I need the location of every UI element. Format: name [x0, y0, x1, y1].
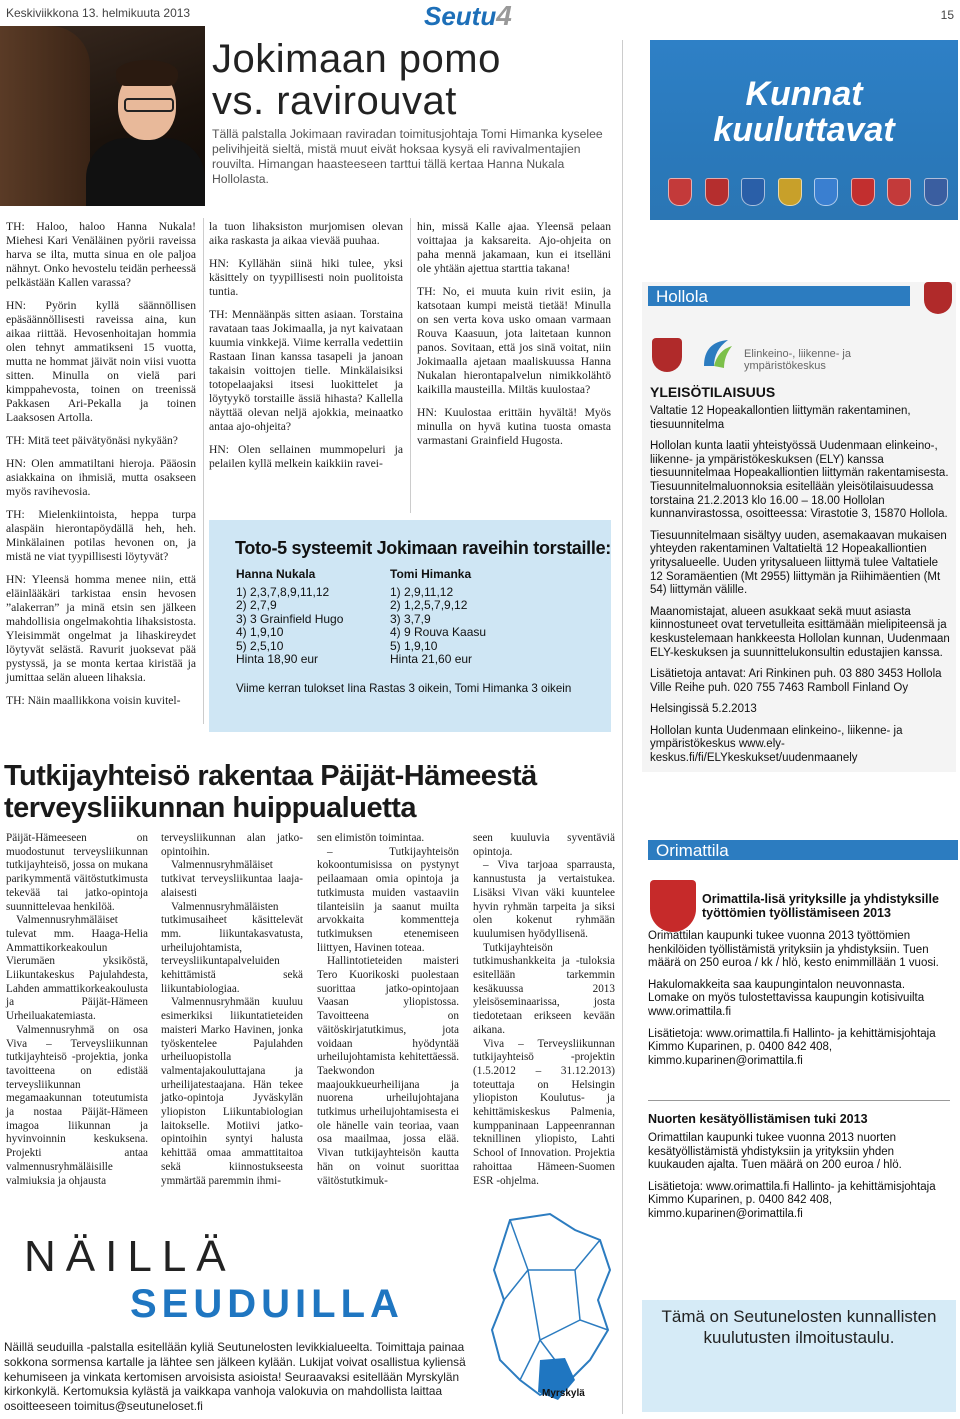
- story-headline-2: Tutkijayhteisö rakentaa Päijät-Hämeestä terveysliikunnan huippualuetta: [4, 760, 537, 824]
- toto-row: 2) 2,7,9: [236, 598, 277, 612]
- paragraph: TH: Mielenkiintoista, heppa turpa alaspäin hierontapöydällä heh, heh. Minkälainen potilas hevonen on, ja mistä ne viat tyypillisesti löytyvät?: [6, 508, 196, 563]
- paragraph: Maanomistajat, alueen asukkaat sekä muut asiasta kiinnostuneet ovat tervetulleita esittämään mielipiteensä ja keskustelemaan hankkeesta Hollolan kunnan, Uudenmaan ELY-keskuksen ja suunnittelukonsultin edustajien kanssa.: [650, 605, 950, 659]
- paragraph: Valtatie 12 Hopeakallontien liittymän rakentaminen, tiesuunnitelma: [650, 405, 911, 431]
- hair-shape: [116, 60, 178, 86]
- toto-row: 1) 2,3,7,8,9,11,12: [236, 584, 330, 599]
- paragraph: TH: Mennäänpäs sitten asiaan. Torstaina ravataan taas Jokimaalla, ja nyt kaivataan kuumia vinkkejä. Viime kerralla vedettiin Rastaan Iinan kanssa tasapeli ja janoan takaisin voittojen tielle. Minkälaisiksi totopelaajaksi itsesi luokittelet ja löytyykö torstaille ässiä hihasta? Kallella näyttää olevan neljä ajokkia, meinaatko antaa ajo-ohjeita?: [209, 308, 403, 433]
- paragraph: Tiesuunnitelmaan sisältyy uuden, asemakaavan mukaisen yhteyden rakentaminen Valtatieltä 12 Hopeakalliontien yritysalueelle. Uuden yritysalueen liittymä tulee Valtatiele 12 Soramäentien (Mt 2955) liittymän ja Riihimäentien (Mt 54) liittymän välille.: [650, 529, 947, 597]
- toto-column-nukala: [236, 568, 343, 667]
- map-label-myrskyla: Myrskylä: [542, 1388, 585, 1399]
- tutkija-column-2: [161, 832, 303, 1188]
- story-headline: [212, 38, 501, 122]
- toto-row: 4) 1,9,10: [236, 625, 284, 639]
- paragraph: Orimattilan kaupunki tukee vuonna 2013 nuorten kesätyöllistämistä yhdistyksiin ja yrityksiin yhden kuukauden ajalta. Tuen määrä on 200 euroa / hlö.: [648, 1132, 902, 1172]
- subheading: Valmennusryhmäläiset tutkivat terveysliikuntaa laaja-alaisesti: [161, 859, 303, 899]
- toto-row: 3) 3,7,9: [390, 611, 431, 626]
- paragraph: Viva – Terveysliikunnan tutkijayhteisö -projektin (1.5.2012 – 31.12.2013) toteuttaja on Helsingin yliopiston Koulutus- ja kehittämiskeskus Palmenia, kumppaninaan Lappeenrannan teknillinen yliopisto, Lahti School of Innovation. Projektia rahoittaa Hämeen-Suomen ESR -ohjelma.: [473, 1037, 615, 1187]
- toto-systems-box: [209, 520, 611, 732]
- crest-icon: [851, 178, 875, 206]
- horse-shape: [0, 26, 90, 206]
- orimattila-heading-1: Orimattila-lisä yrityksille ja yhdistyksille työttömien työllistämiseen 2013: [702, 892, 939, 920]
- crest-icon: [741, 178, 765, 206]
- municipality-crests: [668, 178, 948, 206]
- toto-player-name: Tomi Himanka: [390, 567, 472, 581]
- toto-row: 4) 9 Rouva Kaasu: [390, 625, 487, 639]
- kunnat-title-line-1: Kunnat: [745, 75, 863, 113]
- promo-text: Tämä on Seutunelosten kunnallisten kuulutusten ilmoitustaulu.: [661, 1307, 937, 1347]
- section-title-naella: NÄILLÄ: [24, 1232, 236, 1281]
- toto-row: 2) 1,2,5,7,9,12: [390, 598, 468, 612]
- story-intro: Tällä palstalla Jokimaan raviradan toimitusjohtaja Tomi Himanka kyselee pelivihjeitä sieltä, mistä muut eivät hoksaa kysyä eli ravivalmentajien rouvilta. Himangan haasteeseen tarttui tällä kertaa Hanna Nukala Hollolasta.: [212, 127, 603, 186]
- headline-line-1: Jokimaan pomo: [212, 37, 501, 81]
- toto-previous-results: Viime kerran tulokset Iina Rastas 3 oikein, Tomi Himanka 3 oikein: [236, 682, 572, 695]
- paragraph: Päijät-Hämeeseen on muodostunut terveysliikunnan tutkijayhteisö, jossa on mukana parikymmentä väitöstutkimusta tekevää tai jatko-opintoja suunnittelevaa henkilöä.: [6, 832, 148, 913]
- paragraph: Hallintotieteiden maisteri Tero Kuorikoski puolestaan suorittaa jatko-opintojaan Vaasan yliopistossa. Tavoitteena on väitöskirjatutkimus, jota voidaan hyödyntää urheilujohtamista kehitettäessä. Taekwondon maajoukkueurheilijana ja nuorena urheilujohtajana tutkimus urheilujohtamisesta ei ole hänelle vain teoriaa, vaan osa maailmaa, jossa elää. Vivan tutkijayhteisön kautta hän on voinut suorittaa väitöstutkimuk-: [317, 955, 459, 1187]
- paragraph: HN: Kyllähän siinä hiki tulee, yksi käsittely on tyypillisesti noin puolitoista tuntia.: [209, 257, 403, 298]
- page-number: 15: [940, 8, 954, 22]
- paragraph: Helsingissä 5.2.2013: [650, 703, 757, 716]
- paragraph: Valmennusryhmäläiset tulevat mm. Haaga-Helia Ammattikorkeakoulun Vierumäen yksiköstä, Liikuntakeskus Pajulahdesta, Lahden ammattikorkeakoulusta ja Päijät-Hämeen Urheiluakatemiasta.: [6, 914, 148, 1023]
- paragraph: TH: Näin maallikkona voisin kuvitel-: [6, 694, 181, 707]
- orimattila-body-2: [648, 1132, 948, 1230]
- interview-column-3: [417, 220, 611, 457]
- column-divider: [410, 218, 411, 513]
- notice-heading: YLEISÖTILAISUUS: [650, 384, 776, 400]
- section-title-seuduilla: SEUDUILLA: [130, 1282, 404, 1326]
- crest-icon: [924, 178, 948, 206]
- paragraph: Lisätietoja antavat: Ari Rinkinen puh. 03 880 3453 Hollola Ville Reihe puh. 020 755 7463 Ramboll Finland Oy: [650, 668, 942, 694]
- orimattila-crest-icon: [650, 880, 696, 932]
- crest-icon: [887, 178, 911, 206]
- paragraph: TH: No, ei muuta kuin rivit esiin, ja katsotaan kumpi meistä tietää! Minulla on sen verta kova usko omaan varmaan Rouva Kaasuun, jota laitetaan kunnon panos. Sovitaan, että jos sinä voitat, niin Jokimaalla ajetaan maaliskuussa Hanna Nukalan hierontapalvelun nimikkolähtö kaikilla mausteilla. Miltäs kuulostaa?: [417, 285, 611, 396]
- section-description: Näillä seuduilla -palstalla esitellään kyliä Seutunelosten levikkialueelta. Toimittaja painaa sokkona sormensa kartalle ja lähtee sen jälkeen kylään. Lukijat voivat osallistua kyliensä kehumiseen ja vinkata kertomisen arvoisista asioista! Seuraavaksi esitellään Myrskylän kirkonkylä. Kertomuksia kylästä ja vaikkapa vanhoja valokuvia on mahdollista laittaa osoitteeseen toimitus@seutuneloset.fi: [4, 1340, 466, 1414]
- paragraph: – Viva tarjoaa sparrausta, kannustusta ja vertaistukea. Lisäksi Vivan väki kuuntelee hyvin ryhmän tarpeita ja siksi olen kokenut ryhmään kuulumisen hyödyllisenä.: [473, 859, 615, 940]
- paragraph: Tutkijayhteisön tutkimushankkeita ja -tuloksia esitellään tarkemmin kesäkuussa 2013 yleisöseminaarissa, josta tiedotetaan erikseen kevään aikana.: [473, 941, 615, 1036]
- paragraph: Valmennusryhmään kuuluu esimerkiksi liikuntatieteiden maisteri Marko Havinen, jonka työskentelee Pajulahden urheiluopistolla valmentajakouluttajana ja urheilijatestaajana. Hän tekee jatko-opintoja Jyväskylän yliopiston Liikuntabiologian laitokselle. Motiivi jatko-opintoihin syntyi halusta kehittää omaa ammattitaitoa sekä kiinnostukseesta ymmärtää paremmin ihmi-: [161, 996, 303, 1187]
- toto-row: 3) 3 Grainfield Hugo: [236, 611, 344, 626]
- paragraph: seen kuuluvia syventäviä opintoja.: [473, 832, 615, 858]
- promo-box: [642, 1300, 956, 1412]
- paragraph: HN: Olen sellainen mummopeluri ja pelailen kyllä melkein kaikkiin ravei-: [209, 443, 403, 470]
- toto-price: Hinta 21,60 eur: [390, 652, 473, 666]
- crest-icon: [814, 178, 838, 206]
- paragraph: Hakulomakkeita saa kaupungintalon neuvonnasta. Lomake on myös tulostettavissa kaupungin kotisivuilta www.orimattila.fi: [648, 978, 925, 1018]
- paragraph: HN: Kuulostaa erittäin hyvältä! Myös minulla on hyvä kutina tuosta omasta varmastani Grainfield Hugosta.: [417, 406, 611, 447]
- toto-row: 5) 2,5,10: [236, 638, 284, 653]
- jacket-shape: [86, 138, 205, 206]
- paragraph: Hollolan kunta Uudenmaan elinkeino-, liikenne- ja ympäristökeskus www.ely-keskus.fi/fi/ELYkeskukset/uudenmaanely: [650, 724, 903, 765]
- paragraph: hin, missä Kalle ajaa. Yleensä pelaan voittajaa ja kaksareita. Ajo-ohjeita on paha mennä jakamaan, kun ei itselläni ole yhtään ajettua starttia takana!: [417, 220, 611, 275]
- interview-column-2: [209, 220, 403, 480]
- toto-price: Hinta 18,90 eur: [236, 652, 319, 666]
- paragraph: TH: Haloo, haloo Hanna Nukala! Miehesi Kari Venäläinen pyörii raveissa harva se ilta, mutta sinua en ole paljoa nähnyt. Onko hevostelu teidän perheessä pelkästään Kallen varassa?: [6, 220, 196, 289]
- hollola-section-bar: Hollola: [648, 286, 910, 306]
- logo-word: Seutu: [424, 1, 497, 31]
- kunnat-banner: [650, 40, 958, 220]
- divider: [648, 1100, 950, 1101]
- portrait-photo: [0, 26, 205, 206]
- toto-column-himanka: [390, 568, 486, 667]
- tutkija-column-1: [6, 832, 148, 1188]
- logo-number: 4: [496, 0, 512, 31]
- tutkija-column-3: [317, 832, 459, 1188]
- toto-title: Toto-5 systeemit Jokimaan raveihin torstaille:: [235, 538, 611, 558]
- paragraph: la tuon lihaksiston murjomisen olevan aika raskasta ja aikaa vievää puuhaa.: [209, 220, 403, 247]
- hollola-notice-body: [650, 405, 950, 774]
- paragraph: TH: Mitä teet päivätyönäsi nykyään?: [6, 434, 178, 447]
- ely-name: Elinkeino-, liikenne- ja ympäristökeskus: [744, 348, 851, 372]
- paragraph: Hollolan kunta laatii yhteistyössä Uudenmaan elinkeino-, liikenne- ja ympäristökeskuksen (ELY) kanssa tiesuunnitelmaa Hopeakalliontien liittymän rakentamisesta. Tiesuunnitelmaluonnoksia esitellään yleisötilaisuudessa torstaina 21.2.2013 klo 16.00 – 18.00 Hollolan kunnanvirastossa, osoitteessa: Virastotie 3, 15870 Hollola.: [650, 440, 949, 521]
- toto-row: 1) 2,9,11,12: [390, 584, 454, 599]
- crest-icon: [705, 178, 729, 206]
- glasses-shape: [124, 98, 174, 112]
- kunnat-title-line-2: kuuluttavat: [713, 111, 895, 149]
- hollola-crest-icon: [924, 282, 952, 314]
- paragraph: Orimattilan kaupunki tukee vuonna 2013 työttömien henkilöiden työllistämistä yrityksiin ja yhdistyksiin. Tuen määrä on 250 euroa / kk / hlö, kesto enimmillään 1 vuosi.: [648, 930, 939, 970]
- newspaper-logo: [424, 0, 512, 32]
- paragraph: sen elimistön toimintaa.: [317, 832, 425, 844]
- paragraph: Lisätietoja: www.orimattila.fi Hallinto- ja kehittämisjohtaja Kimmo Kuparinen, p. 0400 842 408, kimmo.kuparinen@orimattila.fi: [648, 1180, 936, 1220]
- toto-row: 5) 1,9,10: [390, 638, 438, 653]
- interview-column-1: [6, 220, 196, 717]
- tutkija-column-4: [473, 832, 615, 1188]
- ely-logo-icon: [700, 336, 734, 372]
- orimattila-body-1: [648, 930, 948, 1076]
- region-map: [480, 1210, 620, 1410]
- paragraph: Valmennusryhmä on osa Viva – Terveysliikunnan tutkijayhteisö -projektia, jonka tavoitteena on edistää terveysliikunnan megamaakunnan toteutumista ja nostaa Päijät-Hämeen imagoa liikunnan ja hyvinvoinnin keskuksena. Projekti antaa valmennusryhmäläisille valmiuksia ja ohjausta: [6, 1023, 148, 1187]
- paragraph: terveysliikunnan alan jatko-opintoihin.: [161, 832, 303, 858]
- kunnat-title: [650, 76, 958, 148]
- crest-icon: [778, 178, 802, 206]
- issue-date: Keskiviikkona 13. helmikuuta 2013: [6, 6, 191, 20]
- orimattila-section-bar: Orimattila: [648, 840, 958, 860]
- column-divider: [203, 218, 204, 724]
- crest-icon: [668, 178, 692, 206]
- column-divider: [622, 40, 623, 1414]
- headline-line-2: vs. ravirouvat: [212, 79, 457, 123]
- paragraph: HN: Yleensä homma menee niin, että eläinlääkäri tarkistaa ensin hevosen ”alakerran” ja minä etsin sen jälkeen mahdollisia ongelmakohtia lihaksistosta. Yleisimmät ongelmat ja lihaskireydet löytyvät selästä. Ravurit juoksevat pää pystyssä, ja se monta kertaa kiristää ja jumittaa selän alueen lihaksia.: [6, 573, 196, 684]
- paragraph: HN: Olen ammatiltani hieroja. Pääosin asiakkaina on ihmisiä, mutta osakseen myös ravihevosia.: [6, 457, 196, 498]
- toto-player-name: Hanna Nukala: [236, 567, 316, 581]
- paragraph: Valmennusryhmäläisten tutkimusaiheet käsittelevät mm. liikuntakasvatusta, urheilujohtamista, terveysliikuntapalveluiden kehittämistä sekä liikuntabiologiaa.: [161, 900, 303, 995]
- paragraph: – Tutkijayhteisön kokoontumisissa on pystynyt peilaamaan omia opintoja ja tutkimusta muiden vastaaviin tilanteisiin ja saanut muilta arvokkaita kommentteja tutkimuksen etenemiseen liittyen, Havinen toteaa.: [317, 845, 459, 954]
- hollola-crest-icon: [652, 338, 682, 372]
- paragraph: HN: Pyörin kyllä säännöllisen epäsäännöllisesti raveissa aina, kun aikaa riittää. Hevosenhoitajan hommia olen tehnyt ammatikseni 15 vuotta, mutta ne hommat jäivät noin viisi vuotta sitten. Minulla on vielä pari kimppahevosta, toinen on treenissä Pakkasen Ari-Pekalla ja toinen Laaksosen Artolla.: [6, 299, 196, 424]
- paragraph: Lisätietoja: www.orimattila.fi Hallinto- ja kehittämisjohtaja Kimmo Kuparinen, p. 0400 842 408, kimmo.kuparinen@orimattila.fi: [648, 1027, 936, 1067]
- orimattila-heading-2: Nuorten kesätyöllistämisen tuki 2013: [648, 1112, 868, 1126]
